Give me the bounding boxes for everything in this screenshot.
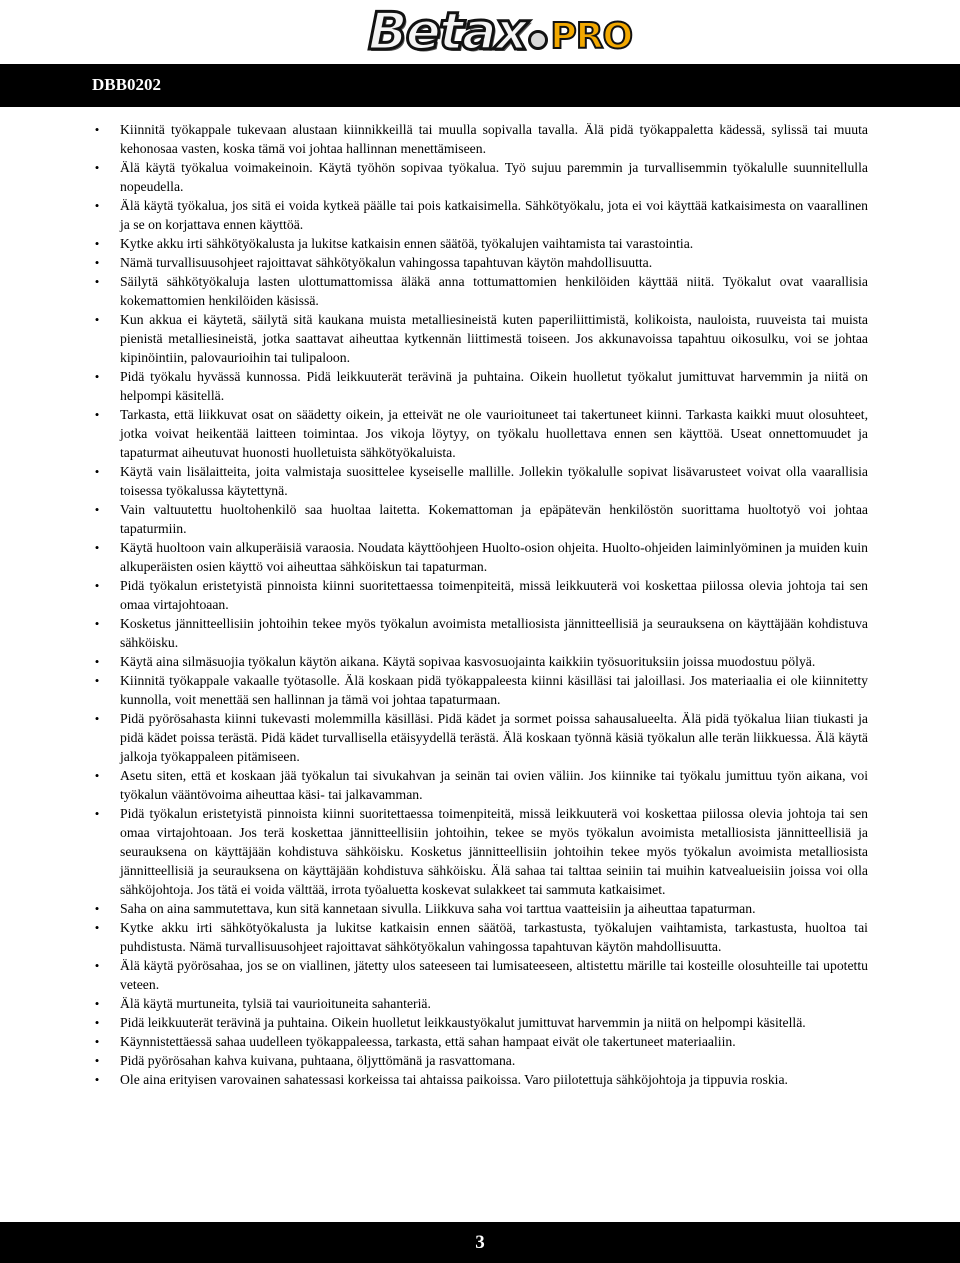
list-item <box>92 310 868 367</box>
list-item-text: Kiinnitä työkappale tukevaan alustaan kiinnikkeillä tai muulla sopivalla tavalla. Älä pidä työkappaletta kädessä, sylissä tai muuta kehonosaa vasten, koska tämä voi johtaa hallinnan menettämiseen. <box>120 122 868 156</box>
list-item-text: Pidä leikkuuterät terävinä ja puhtaina. Oikein huolletut leikkaustyökalut jumittuvat harvemmin ja niitä on helpompi käsitellä. <box>120 1015 806 1030</box>
list-item <box>92 614 868 652</box>
safety-instructions-list <box>92 120 868 1089</box>
list-item-text: Vain valtuutettu huoltohenkilö saa huoltaa laitetta. Kokemattoman ja epäpätevän henkilöstön suorittama huoltotyö voi johtaa tapaturmiin. <box>120 502 868 536</box>
list-item-text: Älä käytä pyörösahaa, jos se on viallinen, jätetty ulos sateeseen tai lumisateeseen, altistettu märille tai kosteille olosuhteille tai upotettu veteen. <box>120 958 868 992</box>
bullet-icon: • <box>94 312 100 327</box>
list-item-text: Käytä aina silmäsuojia työkalun käytön aikana. Käytä sopivaa kasvosuojainta kaikkiin työsuorituksiin joissa muodostuu pölyä. <box>120 654 816 669</box>
list-item <box>92 1013 868 1032</box>
list-item-text: Asetu siten, että et koskaan jää työkalun tai sivukahvan ja seinän tai ovien väliin. Jos kiinnike tai työkalu jumittuu työn aikana, voi työkalun vääntövoima aiheuttaa käsi- tai jalkavamman. <box>120 768 868 802</box>
list-item <box>92 462 868 500</box>
bullet-icon: • <box>94 122 100 137</box>
list-item <box>92 253 868 272</box>
footer-bar <box>0 1222 960 1263</box>
list-item <box>92 899 868 918</box>
bullet-icon: • <box>94 407 100 422</box>
bullet-icon: • <box>94 1034 100 1049</box>
bullet-icon: • <box>94 1015 100 1030</box>
bullet-icon: • <box>94 540 100 555</box>
list-item-text: Käynnistettäessä sahaa uudelleen työkappaleessa, tarkasta, että sahan hampaat eivät ole takertuneet materiaaliin. <box>120 1034 736 1049</box>
page-number: 3 <box>475 1232 485 1253</box>
list-item <box>92 918 868 956</box>
list-item <box>92 671 868 709</box>
list-item <box>92 652 868 671</box>
list-item <box>92 234 868 253</box>
list-item <box>92 120 868 158</box>
content-area <box>92 120 868 1089</box>
logo-dot <box>528 30 548 50</box>
list-item-text: Kosketus jännitteellisiin johtoihin tekee myös työkalun avoimista metalliosista jännitteellisiä ja seurauksena on käyttäjään kohdistuva sähköisku. <box>120 616 868 650</box>
list-item-text: Pidä pyörösahan kahva kuivana, puhtaana, öljyttömänä ja rasvattomana. <box>120 1053 516 1068</box>
list-item-text: Kytke akku irti sähkötyökalusta ja lukitse katkaisin ennen säätöä, työkalujen vaihtamista tai varastointia. <box>120 236 694 251</box>
list-item-text: Älä käytä työkalua voimakeinoin. Käytä työhön sopivaa työkalua. Työ sujuu paremmin ja turvallisemmin työkalulle suunnitellulla nopeudella. <box>120 160 868 194</box>
bullet-icon: • <box>94 711 100 726</box>
list-item-text: Nämä turvallisuusohjeet rajoittavat sähkötyökalun vahingossa tapahtuvan käytön mahdollisuutta. <box>120 255 653 270</box>
bullet-icon: • <box>94 578 100 593</box>
logo-pro-text: PRO <box>550 16 633 57</box>
list-item <box>92 709 868 766</box>
list-item <box>92 196 868 234</box>
bullet-icon: • <box>94 673 100 688</box>
bullet-icon: • <box>94 236 100 251</box>
document-code: DBB0202 <box>92 75 161 94</box>
logo-betax-text: Betax <box>368 2 527 62</box>
list-item <box>92 1032 868 1051</box>
bullet-icon: • <box>94 996 100 1011</box>
list-item <box>92 158 868 196</box>
list-item-text: Ole aina erityisen varovainen sahatessasi korkeissa tai ahtaissa paikoissa. Varo piilotettuja sähköjohtoja ja tippuvia roskia. <box>120 1072 788 1087</box>
bullet-icon: • <box>94 806 100 821</box>
bullet-icon: • <box>94 1053 100 1068</box>
list-item-text: Pidä pyörösahasta kiinni tukevasti molemmilla käsilläsi. Pidä kädet ja sormet poissa sahausalueelta. Älä pidä työkalua liian tiukasti ja pidä kädet poissa terästä. Pidä kädet turvallisella etäisyydellä terästä. Älä koskaan työnnä käsiä työkalun alle terän liikkuessa. Älä käytä jalkoja työkappaleen pitämiseen. <box>120 711 868 764</box>
list-item <box>92 272 868 310</box>
bullet-icon: • <box>94 958 100 973</box>
bullet-icon: • <box>94 654 100 669</box>
bullet-icon: • <box>94 274 100 289</box>
list-item-text: Pidä työkalun eristetyistä pinnoista kiinni suoritettaessa toimenpiteitä, missä leikkuuterä voi koskettaa piilossa olevia johtoja tai sen omaa virtajohtoaan. <box>120 578 868 612</box>
list-item-text: Kytke akku irti sähkötyökalusta ja lukitse katkaisin ennen säätöä, tarkastusta, työkalujen vaihtamista, tarkastusta, huoltoa tai puhdistusta. Nämä turvallisuusohjeet rajoittavat sähkötyökalun vahingossa tapahtuvan käytön mahdollisuutta. <box>120 920 868 954</box>
header-bar <box>0 64 960 107</box>
list-item <box>92 804 868 899</box>
bullet-icon: • <box>94 1072 100 1087</box>
list-item <box>92 538 868 576</box>
list-item-text: Älä käytä työkalua, jos sitä ei voida kytkeä päälle tai pois katkaisimella. Sähkötyökalu, jota ei voi käyttää katkaisimesta on vaarallinen ja se on korjattava ennen käyttöä. <box>120 198 868 232</box>
logo-area <box>0 0 960 64</box>
bullet-icon: • <box>94 616 100 631</box>
list-item-text: Käytä vain lisälaitteita, joita valmistaja suosittelee kyseiselle mallille. Jollekin työkalulle sopivat lisävarusteet voivat olla vaarallisia toisessa työkalussa käytettynä. <box>120 464 868 498</box>
list-item-text: Pidä työkalun eristetyistä pinnoista kiinni suoritettaessa toimenpiteitä, missä leikkuuterä voi koskettaa piilossa olevia johtoja tai sen omaa virtajohtoaan. Jos terä koskettaa jännitteellisiin johtoihin, tekee se myös työkalun avoimista metalliosista jännitteellisiä ja seurauksena on käyttäjään kohdistuva sähköisku. Kosketus jännitteellisiin johtoihin tekee myös työkalun avoimista metalliosista jännitteellisiä ja seurauksena on käyttäjään kohdistuva sähköisku. Älä sahaa tai talttaa seiniin tai muihin katvealueisiin joissa voi olla sähköjohtoja. Jos tätä ei voida välttää, irrota työaluetta koskevat sulakkeet tai sammuta katkaisimet. <box>120 806 868 897</box>
bullet-icon: • <box>94 255 100 270</box>
list-item-text: Saha on aina sammutettava, kun sitä kannetaan sivulla. Liikkuva saha voi tarttua vaatteisiin ja aiheuttaa tapaturman. <box>120 901 756 916</box>
list-item-text: Säilytä sähkötyökaluja lasten ulottumattomissa äläkä anna tottumattomien henkilöiden käyttää niitä. Työkalut ovat vaarallisia kokemattomien henkilöiden käsissä. <box>120 274 868 308</box>
bullet-icon: • <box>94 920 100 935</box>
list-item-text: Tarkasta, että liikkuvat osat on säädetty oikein, ja etteivät ne ole vaurioituneet tai takertuneet kiinni. Tarkasta kaikki muut olosuhteet, jotka voivat heikentää laitteen toimintaa. Jos vikoja löytyy, on työkalu huollettava ennen sen käyttöä. Useat onnettomuudet ja tapaturmat aiheutuvat huonosti huolletuista sähkötyökaluista. <box>120 407 868 460</box>
list-item <box>92 994 868 1013</box>
list-item <box>92 576 868 614</box>
list-item-text: Älä käytä murtuneita, tylsiä tai vaurioituneita sahanteriä. <box>120 996 431 1011</box>
bullet-icon: • <box>94 502 100 517</box>
list-item <box>92 367 868 405</box>
list-item-text: Kiinnitä työkappale vakaalle työtasolle. Älä koskaan pidä työkappaleesta kiinni käsilläsi tai jaloillasi. Jos materiaalia ei ole kiinnitetty kunnolla, voit menettää sen hallinnan ja tämä voi johtaa tapaturmaan. <box>120 673 868 707</box>
list-item <box>92 1051 868 1070</box>
list-item <box>92 1070 868 1089</box>
bullet-icon: • <box>94 901 100 916</box>
bullet-icon: • <box>94 369 100 384</box>
bullet-icon: • <box>94 198 100 213</box>
bullet-icon: • <box>94 768 100 783</box>
bullet-icon: • <box>94 160 100 175</box>
list-item <box>92 500 868 538</box>
brand-logo <box>368 2 632 62</box>
list-item-text: Pidä työkalu hyvässä kunnossa. Pidä leikkuuterät terävinä ja puhtaina. Oikein huolletut työkalut jumittuvat harvemmin ja niitä on helpompi käsitellä. <box>120 369 868 403</box>
list-item-text: Kun akkua ei käytetä, säilytä sitä kaukana muista metalliesineistä kuten paperiliittimistä, kolikoista, nauloista, ruuveista tai muista pienistä metalliesineistä, jotka saattavat aiheuttaa kytkennän liittimestä toiseen. Jos akkunavoissa tapahtuu oikosulku, voi se johtaa kipinöintiin, palovaurioihin tai tulipaloon. <box>120 312 868 365</box>
list-item-text: Käytä huoltoon vain alkuperäisiä varaosia. Noudata käyttöohjeen Huolto-osion ohjeita. Huolto-ohjeiden laiminlyöminen ja muiden kuin alkuperäisten osien käyttö voi aiheuttaa sähköiskun tai tapaturman. <box>120 540 868 574</box>
bullet-icon: • <box>94 464 100 479</box>
list-item <box>92 766 868 804</box>
list-item <box>92 405 868 462</box>
list-item <box>92 956 868 994</box>
